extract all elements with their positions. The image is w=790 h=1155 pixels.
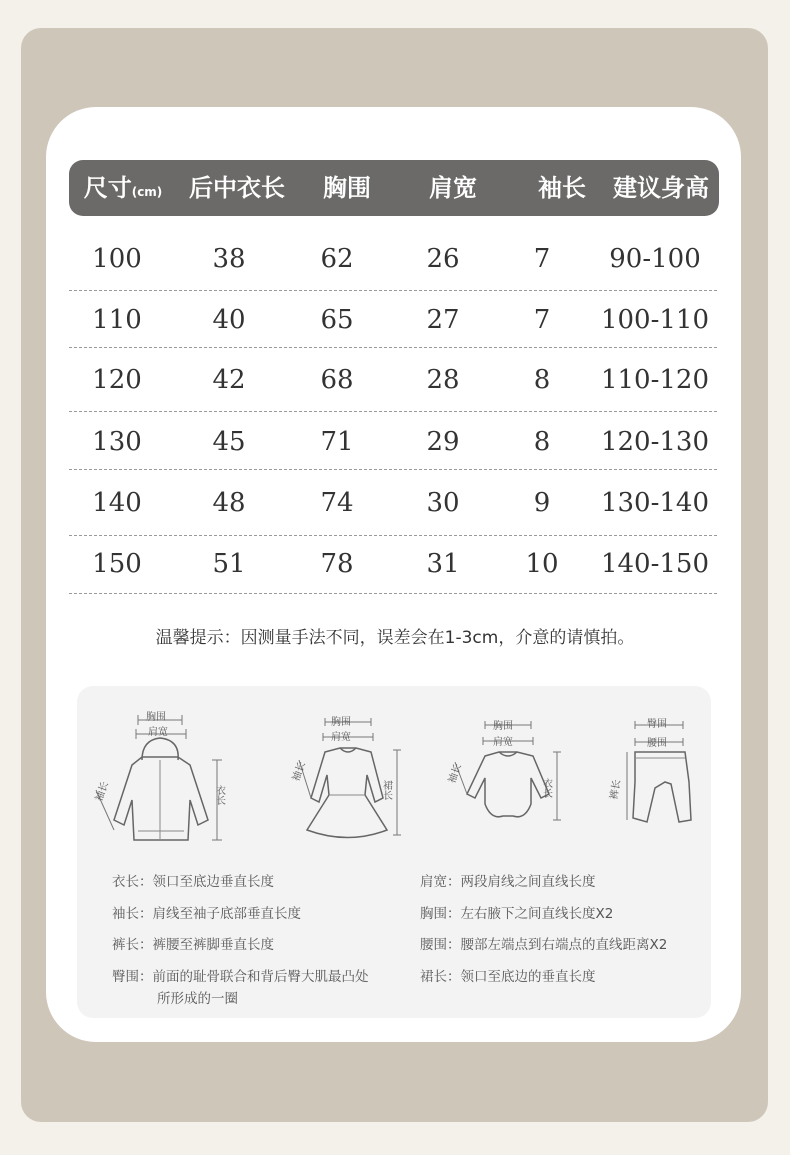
romper-diagram — [445, 712, 575, 832]
table-cell: 8 — [533, 427, 551, 457]
table-cell: 26 — [426, 244, 460, 274]
table-row — [69, 290, 719, 350]
table-cell: 48 — [212, 488, 246, 518]
header-chest: 胸围 — [323, 174, 371, 202]
dress-length-label: 裙长 — [380, 780, 392, 800]
romper-sleeve-label: 袖长 — [446, 762, 464, 785]
table-cell: 140-150 — [600, 549, 710, 579]
table-cell: 27 — [426, 305, 460, 335]
definition-item: 腰围：腰部左端点到右端点的直线距离X2 — [420, 937, 668, 953]
table-cell: 100-110 — [600, 305, 710, 335]
table-cell: 38 — [212, 244, 246, 274]
pants-waist-label: 腰围 — [647, 738, 667, 749]
table-row — [69, 473, 719, 533]
jacket-shoulder-label: 肩宽 — [148, 727, 168, 738]
jacket-diagram — [90, 705, 230, 855]
definition-item: 裤长：裤腰至裤脚垂直长度 — [112, 937, 274, 953]
header-length: 后中衣长 — [189, 174, 285, 202]
table-cell: 10 — [525, 549, 559, 579]
table-cell: 62 — [320, 244, 354, 274]
table-cell: 100 — [92, 244, 142, 274]
table-cell: 110-120 — [600, 365, 710, 395]
table-cell: 31 — [426, 549, 460, 579]
row-divider — [69, 469, 717, 470]
definition-item: 衣长：领口至底边垂直长度 — [112, 874, 274, 890]
header-size: 尺寸(cm) — [83, 174, 163, 202]
measurement-tip: 温馨提示：因测量手法不同，误差会在1-3cm，介意的请慎拍。 — [155, 628, 635, 648]
table-cell: 30 — [426, 488, 460, 518]
table-cell: 65 — [320, 305, 354, 335]
table-cell: 9 — [533, 488, 551, 518]
table-row — [69, 350, 719, 410]
table-cell: 42 — [212, 365, 246, 395]
definition-item: 裙长：领口至底边的垂直长度 — [420, 969, 596, 985]
header-sleeve: 袖长 — [538, 174, 586, 202]
table-cell: 51 — [212, 549, 246, 579]
table-header — [69, 160, 719, 216]
table-cell: 28 — [426, 365, 460, 395]
table-cell: 8 — [533, 365, 551, 395]
dress-chest-label: 胸围 — [331, 717, 351, 728]
table-cell: 68 — [320, 365, 354, 395]
dress-sleeve-label: 袖长 — [290, 760, 308, 783]
pants-length-label: 裤长 — [608, 778, 624, 801]
definition-item: 胸围：左右腋下之间直线长度X2 — [420, 906, 614, 922]
dress-shoulder-label: 肩宽 — [331, 732, 351, 743]
table-cell: 140 — [92, 488, 142, 518]
definition-item: 袖长：肩线至袖子底部垂直长度 — [112, 906, 301, 922]
table-cell: 120 — [92, 365, 142, 395]
header-shoulder: 肩宽 — [429, 174, 477, 202]
table-row — [69, 412, 719, 472]
romper-length-label: 衣长 — [540, 778, 552, 798]
row-divider — [69, 347, 717, 348]
jacket-length-label: 衣长 — [213, 785, 225, 805]
table-cell: 130 — [92, 427, 142, 457]
table-cell: 45 — [212, 427, 246, 457]
jacket-chest-label: 胸围 — [146, 712, 166, 723]
table-cell: 29 — [426, 427, 460, 457]
romper-chest-label: 胸围 — [493, 721, 513, 732]
dress-diagram — [285, 710, 415, 850]
table-cell: 120-130 — [600, 427, 710, 457]
table-cell: 150 — [92, 549, 142, 579]
table-row — [69, 534, 719, 594]
table-cell: 7 — [533, 244, 551, 274]
jacket-sleeve-label: 袖长 — [93, 780, 111, 803]
table-row — [69, 229, 719, 289]
table-cell: 74 — [320, 488, 354, 518]
definition-item: 肩宽：两段肩线之间直线长度 — [420, 874, 596, 890]
row-divider — [69, 593, 717, 594]
table-cell: 40 — [212, 305, 246, 335]
header-height: 建议身高 — [613, 174, 709, 202]
table-cell: 90-100 — [609, 244, 701, 274]
definition-item: 臀围：前面的耻骨联合和背后臀大肌最凸处 所形成的一圈 — [112, 969, 369, 1007]
table-cell: 78 — [320, 549, 354, 579]
table-cell: 110 — [92, 305, 142, 335]
table-cell: 130-140 — [600, 488, 710, 518]
pants-hip-label: 臀围 — [647, 719, 667, 730]
table-cell: 71 — [320, 427, 354, 457]
table-cell: 7 — [533, 305, 551, 335]
romper-shoulder-label: 肩宽 — [493, 737, 513, 748]
pants-diagram — [605, 712, 705, 832]
